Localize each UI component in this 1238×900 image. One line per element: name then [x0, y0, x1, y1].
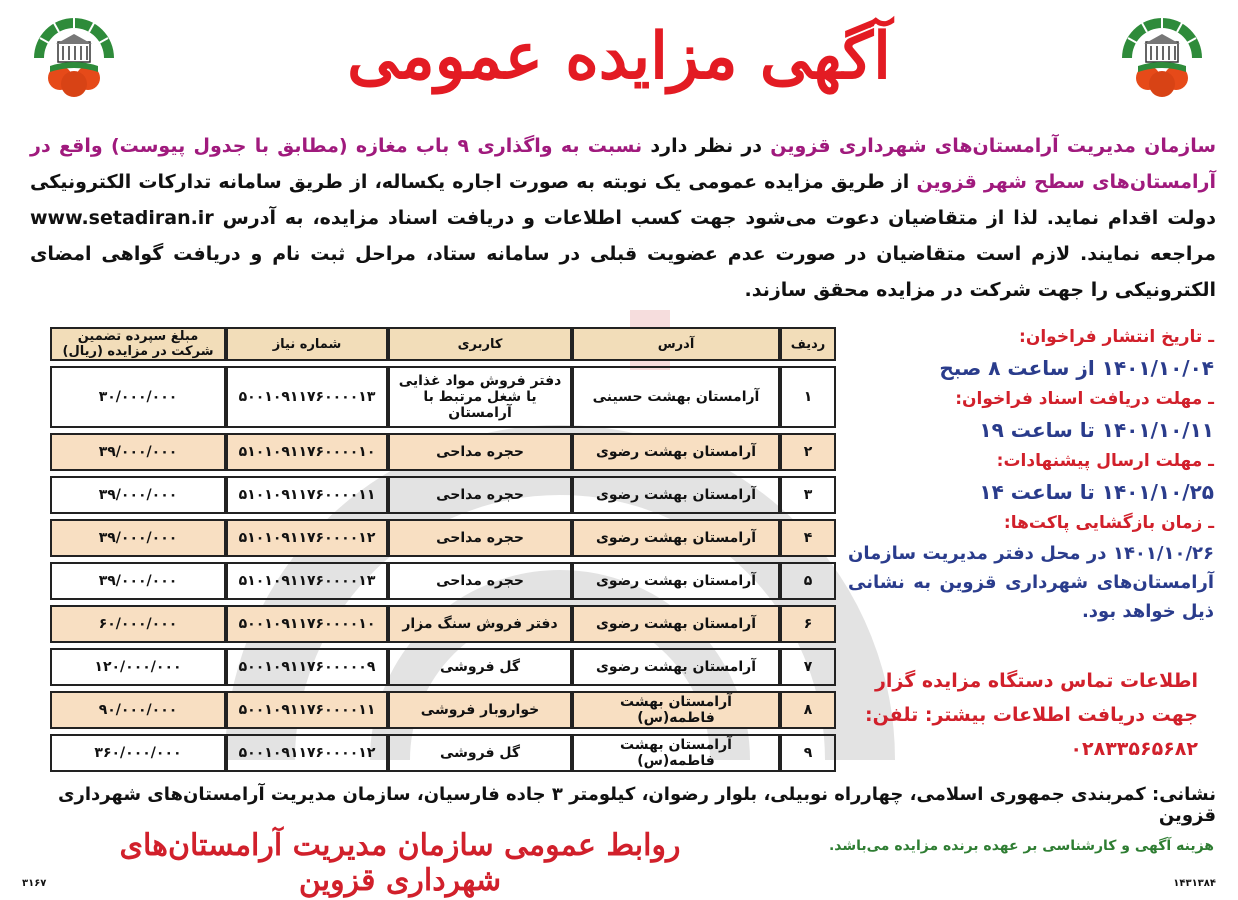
auction-purpose: نسبت به واگذاری ۹ باب مغازه (مطابق با جدول پیوست) واقع در آرامستان‌های: [30, 135, 1216, 193]
table-row: [50, 476, 836, 514]
ad-code-left: ۳۱۶۷: [22, 878, 47, 889]
cell-need-number: ۵۰۰۱۰۹۱۱۷۶۰۰۰۰۱۰: [226, 605, 388, 643]
cell-need-number: ۵۱۰۱۰۹۱۱۷۶۰۰۰۰۱۰: [226, 433, 388, 471]
table-row: [50, 691, 836, 729]
public-relations-signature: روابط عمومی سازمان مدیریت آرامستان‌های شهرداری قزوین: [119, 828, 681, 898]
schedule-panel: [848, 322, 1214, 626]
offers-deadline-label: ـ مهلت ارسال پیشنهادات:: [996, 451, 1214, 471]
cell-address: آرامستان بهشت رضوی: [572, 433, 780, 471]
table-header-row: [50, 327, 836, 361]
municipality-logo-left: [30, 14, 118, 102]
page-title: آگهی مزایده عمومی: [347, 19, 891, 94]
table-row: [50, 366, 836, 428]
cell-row-number: ۳: [780, 476, 836, 514]
docs-deadline-label: ـ مهلت دریافت اسناد فراخوان:: [955, 389, 1214, 409]
cell-need-number: ۵۰۰۱۰۹۱۱۷۶۰۰۰۰۱۱: [226, 691, 388, 729]
col-header-deposit: مبلغ سپرده تضمین شرکت در مزایده (ریال): [50, 327, 226, 361]
cell-need-number: ۵۰۰۱۰۹۱۱۷۶۰۰۰۰۱۳: [226, 366, 388, 428]
cell-usage: دفتر فروش سنگ مزار: [388, 605, 572, 643]
cell-need-number: ۵۱۰۱۰۹۱۱۷۶۰۰۰۰۱۲: [226, 519, 388, 557]
table-row: [50, 433, 836, 471]
cell-row-number: ۱: [780, 366, 836, 428]
cell-usage: حجره مداحی: [388, 476, 572, 514]
shops-table: [50, 322, 836, 777]
ad-code-right: ۱۴۳۱۳۸۴: [1173, 878, 1216, 889]
intro-text-1: در نظر دارد: [642, 135, 771, 157]
municipality-logo-right: [1118, 14, 1206, 102]
cell-address: آرامستان بهشت رضوی: [572, 605, 780, 643]
cell-deposit: ۳۶۰/۰۰۰/۰۰۰: [50, 734, 226, 772]
organization-name: سازمان مدیریت آرامستان‌های شهرداری قزوین: [770, 135, 1217, 157]
cell-address: آرامستان بهشت رضوی: [572, 476, 780, 514]
cell-need-number: ۵۰۰۱۰۹۱۱۷۶۰۰۰۰۱۲: [226, 734, 388, 772]
cell-row-number: ۹: [780, 734, 836, 772]
cell-row-number: ۷: [780, 648, 836, 686]
cell-row-number: ۲: [780, 433, 836, 471]
postal-address: نشانی: کمربندی جمهوری اسلامی، چهارراه نوبیلی، بلوار رضوان، کیلومتر ۳ جاده فارسیان، سازمان مدیریت آرامستان‌های شهرداری قزوین: [57, 784, 1216, 826]
cell-row-number: ۸: [780, 691, 836, 729]
cell-address: آرامستان بهشت رضوی: [572, 562, 780, 600]
cell-usage: گل فروشی: [388, 648, 572, 686]
cell-deposit: ۱۲۰/۰۰۰/۰۰۰: [50, 648, 226, 686]
table-row: [50, 605, 836, 643]
intro-text-3: مراجعه نمایند. لازم است متقاضیان در صورت عدم عضویت قبلی در سامانه ستاد، مراحل ثبت نام و دریافت گواهی امضای الکترونیکی را جهت شرکت در مزایده محقق سازند.: [30, 243, 1216, 301]
cell-need-number: ۵۱۰۱۰۹۱۱۷۶۰۰۰۰۱۱: [226, 476, 388, 514]
cell-address: آرامستان بهشت رضوی: [572, 648, 780, 686]
cell-need-number: ۵۰۰۱۰۹۱۱۷۶۰۰۰۰۰۹: [226, 648, 388, 686]
cell-deposit: ۶۰/۰۰۰/۰۰۰: [50, 605, 226, 643]
table-row: [50, 734, 836, 772]
opening-time-value: ۱۴۰۱/۱۰/۲۶ در محل دفتر مدیریت سازمان آرامستان‌های شهرداری قزوین به نشانی ذیل خواهد بود.: [848, 543, 1214, 622]
intro-text-2: از طریق مزایده عمومی یک نوبته به صورت اجاره یکساله، از طریق سامانه تدارکات الکترونیکی دولت اقدام نماید. لذا از متقاضیان دعوت می‌شود جهت کسب اطلاعات و دریافت اسناد مزایده، به آدرس: [30, 171, 1216, 229]
cell-deposit: ۳۹/۰۰۰/۰۰۰: [50, 433, 226, 471]
docs-deadline-value: ۱۴۰۱/۱۰/۱۱ تا ساعت ۱۹: [979, 418, 1214, 442]
contact-info: [848, 664, 1198, 766]
intro-paragraph: [30, 128, 1216, 308]
cell-usage: دفتر فروش مواد غذایی یا شغل مرتبط با آرامستان: [388, 366, 572, 428]
cell-address: آرامستان بهشت حسینی: [572, 366, 780, 428]
cell-usage: حجره مداحی: [388, 562, 572, 600]
contact-title: اطلاعات تماس دستگاه مزایده گزار: [874, 670, 1198, 692]
cell-deposit: ۳۹/۰۰۰/۰۰۰: [50, 519, 226, 557]
table-row: [50, 562, 836, 600]
col-header-row-number: ردیف: [780, 327, 836, 361]
cell-usage: حجره مداحی: [388, 519, 572, 557]
cell-deposit: ۳۹/۰۰۰/۰۰۰: [50, 562, 226, 600]
cell-address: آرامستان بهشت فاطمه(س): [572, 691, 780, 729]
col-header-usage: کاربری: [388, 327, 572, 361]
cell-deposit: ۳۹/۰۰۰/۰۰۰: [50, 476, 226, 514]
contact-phone-number: ۰۲۸۳۳۵۶۵۶۸۲: [1070, 738, 1198, 760]
cell-row-number: ۵: [780, 562, 836, 600]
publish-date-label: ـ تاریخ انتشار فراخوان:: [1019, 327, 1214, 347]
table-row: [50, 519, 836, 557]
publish-date-value: ۱۴۰۱/۱۰/۰۴ از ساعت ۸ صبح: [939, 356, 1214, 380]
cost-note: هزینه آگهی و کارشناسی بر عهده برنده مزایده می‌باشد.: [828, 838, 1214, 854]
cell-need-number: ۵۱۰۱۰۹۱۱۷۶۰۰۰۰۱۳: [226, 562, 388, 600]
auction-location: سطح شهر قزوین: [916, 171, 1085, 193]
table-row: [50, 648, 836, 686]
cell-usage: گل فروشی: [388, 734, 572, 772]
col-header-address: آدرس: [572, 327, 780, 361]
opening-time-label: ـ زمان بازگشایی پاکت‌ها:: [1003, 513, 1214, 533]
cell-address: آرامستان بهشت فاطمه(س): [572, 734, 780, 772]
cell-usage: حجره مداحی: [388, 433, 572, 471]
cell-address: آرامستان بهشت رضوی: [572, 519, 780, 557]
cell-usage: خواروبار فروشی: [388, 691, 572, 729]
website-link[interactable]: www.setadiran.ir: [30, 207, 214, 229]
offers-deadline-value: ۱۴۰۱/۱۰/۲۵ تا ساعت ۱۴: [979, 480, 1214, 504]
cell-row-number: ۴: [780, 519, 836, 557]
cell-deposit: ۹۰/۰۰۰/۰۰۰: [50, 691, 226, 729]
contact-phone-label: جهت دریافت اطلاعات بیشتر: تلفن:: [864, 704, 1198, 726]
col-header-need-number: شماره نیاز: [226, 327, 388, 361]
cell-deposit: ۳۰/۰۰۰/۰۰۰: [50, 366, 226, 428]
cell-row-number: ۶: [780, 605, 836, 643]
